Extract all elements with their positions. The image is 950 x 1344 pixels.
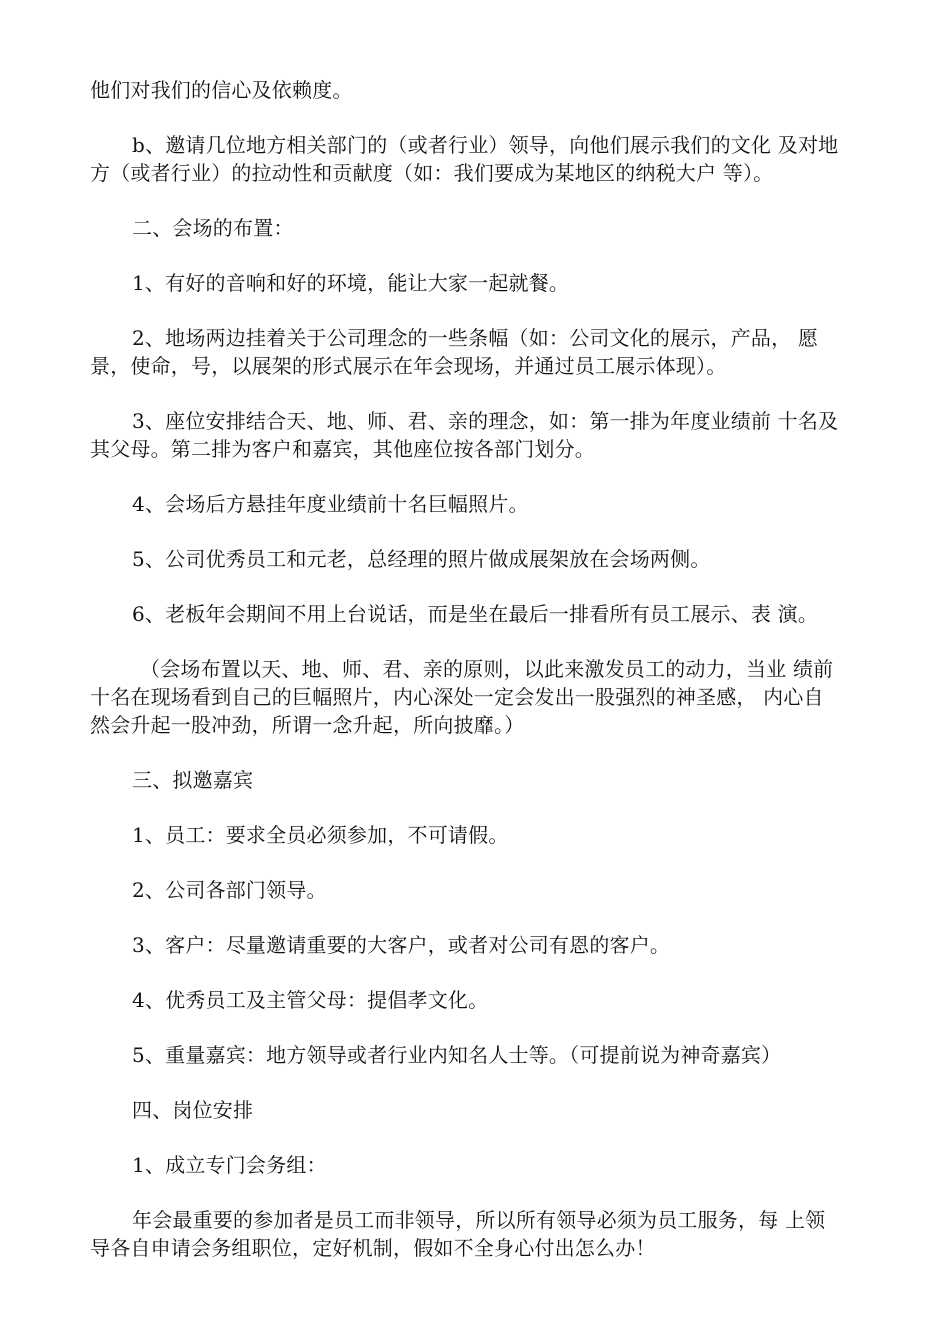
note-paragraph — [90, 655, 890, 739]
list-item — [90, 490, 890, 518]
section-heading-2 — [90, 214, 890, 242]
list-item — [90, 324, 890, 380]
text-line: 导各自申请会务组职位，定好机制，假如不全身心付出怎么办！ — [90, 1236, 656, 1260]
paragraph-2 — [90, 131, 890, 187]
text-line: 1、有好的音响和好的环境，能让大家一起就餐。 — [132, 271, 570, 295]
paragraph-1 — [90, 76, 890, 104]
document-page — [90, 76, 890, 1289]
text-line: 三、拟邀嘉宾 — [132, 768, 254, 792]
text-line: 然会升起一股冲劲，所谓一念升起，所向披靡。） — [90, 713, 525, 737]
text-line: 4、优秀员工及主管父母：提倡孝文化。 — [132, 988, 489, 1012]
text-line: 二、会场的布置： — [132, 216, 294, 240]
text-line: 2、地场两边挂着关于公司理念的一些条幅（如：公司文化的展示，产品， 愿 — [132, 326, 819, 350]
body-paragraph — [90, 1206, 890, 1262]
text-line: b、邀请几位地方相关部门的（或者行业）领导，向他们展示我们的文化 及对地 — [132, 133, 839, 157]
text-line: 景，使命，号，以展架的形式展示在年会现场，并通过员工展示体现）。 — [90, 354, 727, 378]
list-item — [90, 986, 890, 1014]
list-item — [90, 821, 890, 849]
text-line: 方（或者行业）的拉动性和贡献度（如：我们要成为某地区的纳税大户 等）。 — [90, 161, 774, 185]
text-line: （会场布置以天、地、师、君、亲的原则，以此来激发员工的动力，当业 绩前 — [140, 657, 834, 681]
text-line: 他们对我们的信心及依赖度。 — [90, 78, 353, 102]
text-line: 4、会场后方悬挂年度业绩前十名巨幅照片。 — [132, 492, 529, 516]
list-item — [90, 545, 890, 573]
list-item — [90, 931, 890, 959]
text-line: 3、座位安排结合天、地、师、君、亲的理念，如：第一排为年度业绩前 十名及 — [132, 409, 839, 433]
text-line: 5、重量嘉宾：地方领导或者行业内知名人士等。（可提前说为神奇嘉宾） — [132, 1043, 782, 1067]
text-line: 5、公司优秀员工和元老，总经理的照片做成展架放在会场两侧。 — [132, 547, 711, 571]
text-line: 十名在现场看到自己的巨幅照片，内心深处一定会发出一股强烈的神圣感， 内心自 — [90, 685, 824, 709]
section-heading-3 — [90, 766, 890, 794]
list-item — [90, 876, 890, 904]
list-item — [90, 1151, 890, 1179]
text-line: 1、员工：要求全员必须参加，不可请假。 — [132, 823, 509, 847]
text-line: 其父母。第二排为客户和嘉宾，其他座位按各部门划分。 — [90, 437, 595, 461]
text-line: 年会最重要的参加者是员工而非领导，所以所有领导必须为员工服务，每 上领 — [132, 1208, 826, 1232]
section-heading-4 — [90, 1096, 890, 1124]
text-line: 2、公司各部门领导。 — [132, 878, 327, 902]
list-item — [90, 1041, 890, 1069]
text-line: 3、客户：尽量邀请重要的大客户，或者对公司有恩的客户。 — [132, 933, 671, 957]
list-item — [90, 600, 890, 628]
list-item — [90, 269, 890, 297]
text-line: 6、老板年会期间不用上台说话，而是坐在最后一排看所有员工展示、表 演。 — [132, 602, 819, 626]
text-line: 四、岗位安排 — [132, 1098, 254, 1122]
text-line: 1、成立专门会务组： — [132, 1153, 327, 1177]
list-item — [90, 407, 890, 463]
